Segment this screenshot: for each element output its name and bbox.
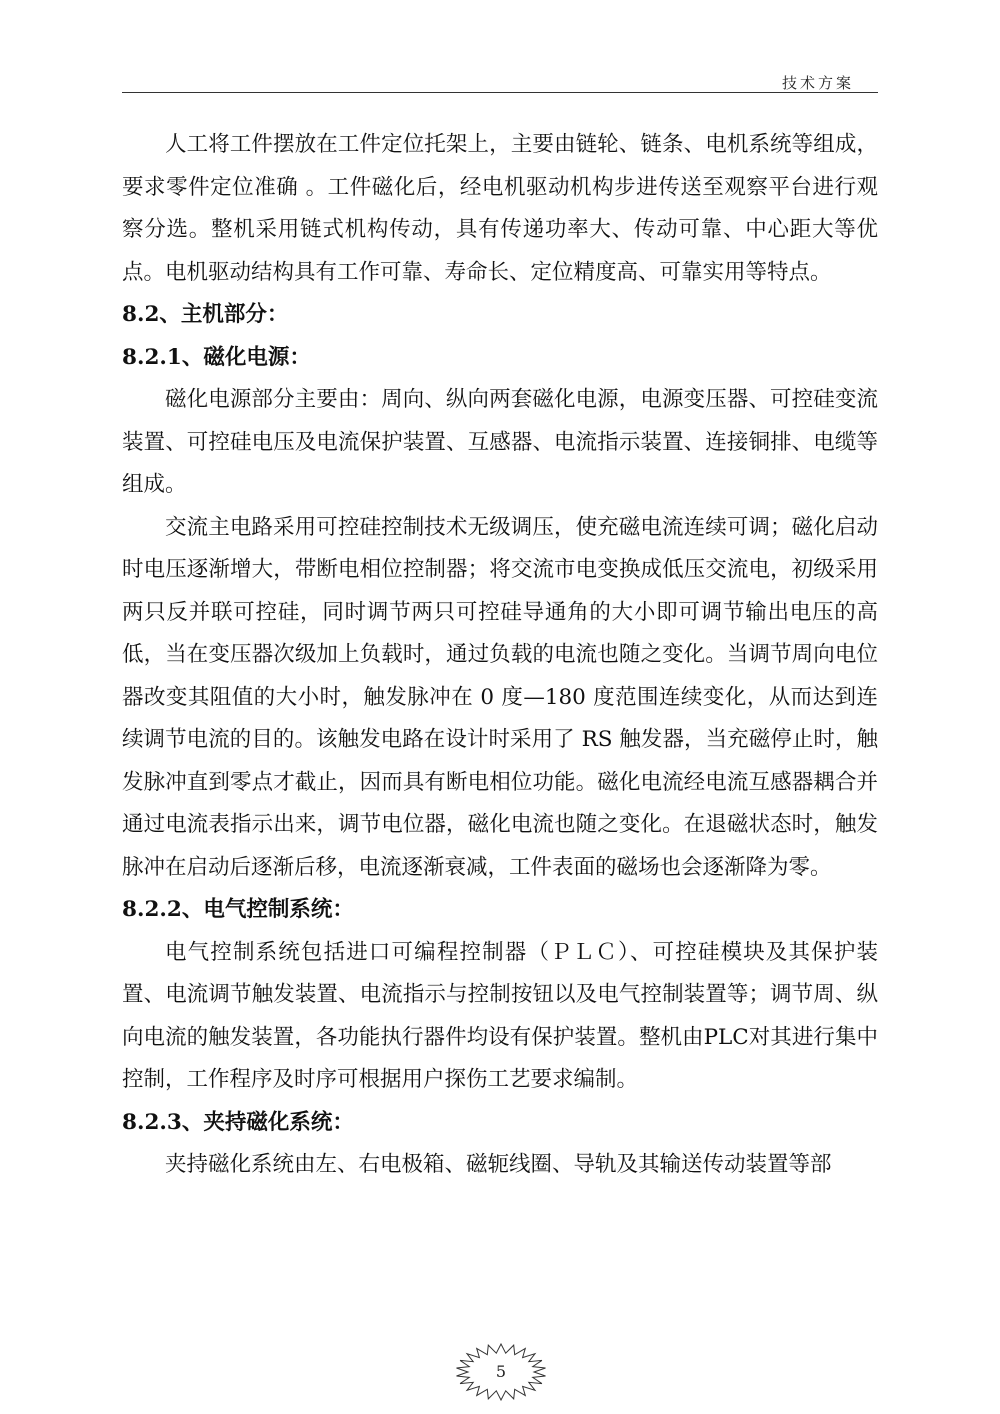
page-number-badge	[454, 1342, 548, 1402]
subsection-heading-clamping-system: 8.2.3、夹持磁化系统：	[122, 1109, 354, 1135]
paragraph-conveyor: 人工将工件摆放在工件定位托架上，主要由链轮、链条、电机系统等组成，要求零件定位准确 。工件磁化后，经电机驱动机构步进传送至观察平台进行观察分选。整机采用链式机构传动，具有传递功率大、传动可靠、中心距大等优点。电机驱动结构具有工作可靠、寿命长、定位精度高、可靠实用等特点。	[122, 132, 878, 285]
paragraph-power-supply-components: 磁化电源部分主要由：周向、纵向两套磁化电源，电源变压器、可控硅变流装置、可控硅电压及电流保护装置、互感器、电流指示装置、连接铜排、电缆等组成。	[122, 387, 878, 497]
subsection-heading-power-supply: 8.2.1、磁化电源：	[122, 344, 311, 370]
subsection-heading-electrical-control: 8.2.2、电气控制系统：	[122, 897, 354, 922]
page-number: 5	[495, 1362, 507, 1381]
paragraph-electrical-control: 电气控制系统包括进口可编程控制器（ＰＬＣ）、可控硅模块及其保护装置、电流调节触发装置、电流指示与控制按钮以及电气控制装置等；调节周、纵向电流的触发装置，各功能执行器件均设有保护装置。整机由PLC对其进行集中控制，工作程序及时序可根据用户探伤工艺要求编制。	[122, 939, 878, 1092]
document-body	[122, 124, 878, 1187]
header-title: 技术方案	[781, 74, 854, 92]
section-heading-main-unit: 8.2、主机部分：	[122, 302, 289, 327]
header-divider	[122, 92, 878, 93]
paragraph-ac-circuit: 交流主电路采用可控硅控制技术无级调压，使充磁电流连续可调；磁化启动时电压逐渐增大，带断电相位控制器；将交流市电变换成低压交流电，初级采用两只反并联可控硅，同时调节两只可控硅导通角的大小即可调节输出电压的高低，当在变压器次级加上负载时，通过负载的电流也随之变化。当调节周向电位器改变其阻值的大小时，触发脉冲在 0 度—180 度范围连续变化，从而达到连续调节电流的目的。该触发电路在设计时采用了 RS 触发器，当充磁停止时，触发脉冲直到零点才截止，因而具有断电相位功能。磁化电流经电流互感器耦合并通过电流表指示出来，调节电位器，磁化电流也随之变化。在退磁状态时，触发脉冲在启动后逐渐后移，电流逐渐衰减，工件表面的磁场也会逐渐降为零。	[122, 514, 878, 880]
paragraph-clamping-system: 夹持磁化系统由左、右电极箱、磁轭线圈、导轨及其输送传动装置等部	[165, 1152, 832, 1177]
